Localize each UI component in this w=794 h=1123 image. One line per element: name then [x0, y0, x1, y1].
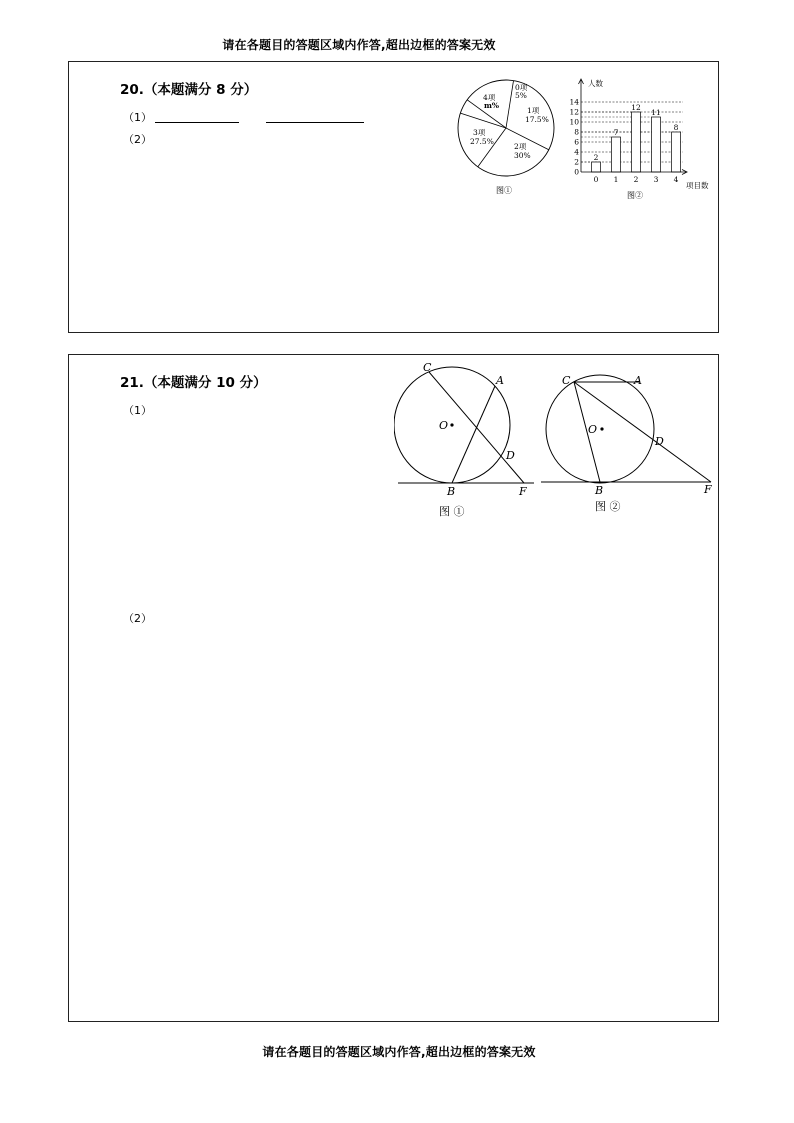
q20-part1-blank-2[interactable]: [266, 122, 364, 123]
q21-part2-label: （2）: [123, 612, 152, 625]
fig1-point-B: B: [447, 485, 456, 498]
pie-label-0: 0项: [515, 83, 528, 92]
bar-value-2: 12: [631, 103, 641, 112]
fig2-point-O: O: [588, 423, 598, 436]
header-notice: 请在各题目的答题区域内作答,超出边框的答案无效: [222, 38, 496, 52]
fig1-point-C: C: [423, 361, 432, 374]
bar-value-4: 8: [673, 123, 679, 132]
footer-notice: 请在各题目的答题区域内作答,超出边框的答案无效: [262, 1045, 536, 1059]
bar-xlabel: 项目数: [686, 181, 709, 190]
q20-part1-label: （1）: [123, 111, 152, 124]
fig2-point-C: C: [562, 374, 571, 387]
pie-chart: [454, 76, 558, 204]
pie-pct-1: 17.5%: [525, 115, 549, 124]
q21-part1-label: （1）: [123, 404, 152, 417]
fig2-caption: 图②: [627, 191, 643, 200]
bar-xtick-1: 1: [613, 175, 619, 184]
q20-part1-blank-1[interactable]: [155, 122, 239, 123]
pie-pct-4: m%: [484, 101, 500, 110]
bar-value-1: 7: [613, 128, 619, 137]
bar-value-0: 2: [593, 153, 599, 162]
pie-label-3: 3项: [473, 128, 486, 137]
pie-pct-2: 30%: [514, 151, 531, 160]
bar-ytick-7: 14: [569, 97, 579, 107]
bar-2: [632, 112, 641, 172]
bar-xtick-4: 4: [673, 175, 679, 184]
bar-ytick-0: 0: [574, 167, 579, 177]
bar-ytick-6: 12: [569, 107, 579, 117]
geometry-figure-1: [394, 359, 544, 519]
pie-pct-0: 5%: [515, 91, 527, 100]
bar-ytick-2: 4: [574, 147, 579, 157]
pie-pct-3: 27.5%: [470, 137, 494, 146]
pie-label-2: 2项: [514, 142, 527, 151]
pie-label-1: 1项: [527, 106, 540, 115]
bar-1: [612, 137, 621, 172]
fig2-point-B: B: [595, 484, 604, 497]
fig2-point-A: A: [634, 374, 642, 387]
bar-value-3: 11: [651, 108, 661, 117]
bar-xtick-3: 3: [653, 175, 659, 184]
fig1-point-O: O: [439, 419, 449, 432]
geometry-figure-2: [539, 359, 717, 519]
answer-box-q21[interactable]: [68, 354, 719, 1022]
answer-box-q20[interactable]: [68, 61, 719, 333]
fig1-point-A: A: [496, 374, 504, 387]
fig1-caption-q21: 图 ①: [439, 505, 465, 518]
bar-0: [592, 162, 601, 172]
bar-xtick-0: 0: [593, 175, 599, 184]
q20-part2-label: （2）: [123, 133, 152, 146]
fig1-point-D: D: [506, 449, 515, 462]
q21-title: 21.（本题满分 10 分）: [120, 375, 267, 391]
bar-xtick-2: 2: [633, 175, 639, 184]
fig2-caption-q21: 图 ②: [595, 500, 621, 513]
bar-3: [652, 117, 661, 172]
pie-label-4: 4项: [483, 93, 496, 102]
bar-ytick-5: 10: [569, 117, 579, 127]
fig1-point-F: F: [519, 485, 527, 498]
q20-title: 20.（本题满分 8 分）: [120, 82, 258, 98]
bar-ytick-1: 2: [574, 157, 579, 167]
fig2-point-F: F: [704, 483, 712, 496]
bar-chart: [563, 76, 719, 204]
bar-4: [672, 132, 681, 172]
bar-ytick-4: 8: [574, 127, 579, 137]
fig1-caption: 图①: [496, 186, 512, 195]
fig2-point-D: D: [655, 435, 664, 448]
bar-ylabel: 人数: [588, 79, 603, 88]
bar-ytick-3: 6: [574, 137, 579, 147]
